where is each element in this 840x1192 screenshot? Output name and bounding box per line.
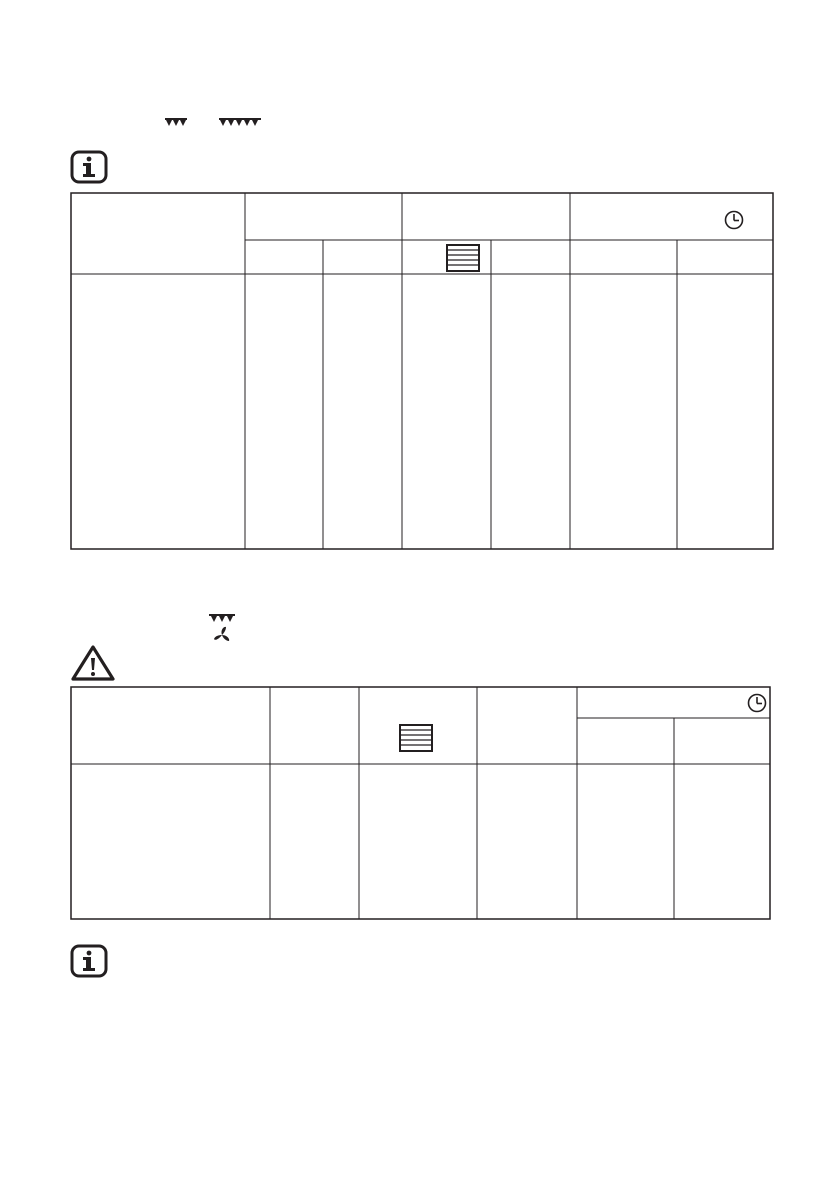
shelf-level-icon — [399, 724, 433, 752]
table-2-frame — [71, 687, 770, 919]
info-icon — [70, 944, 108, 978]
clock-icon — [747, 693, 767, 713]
